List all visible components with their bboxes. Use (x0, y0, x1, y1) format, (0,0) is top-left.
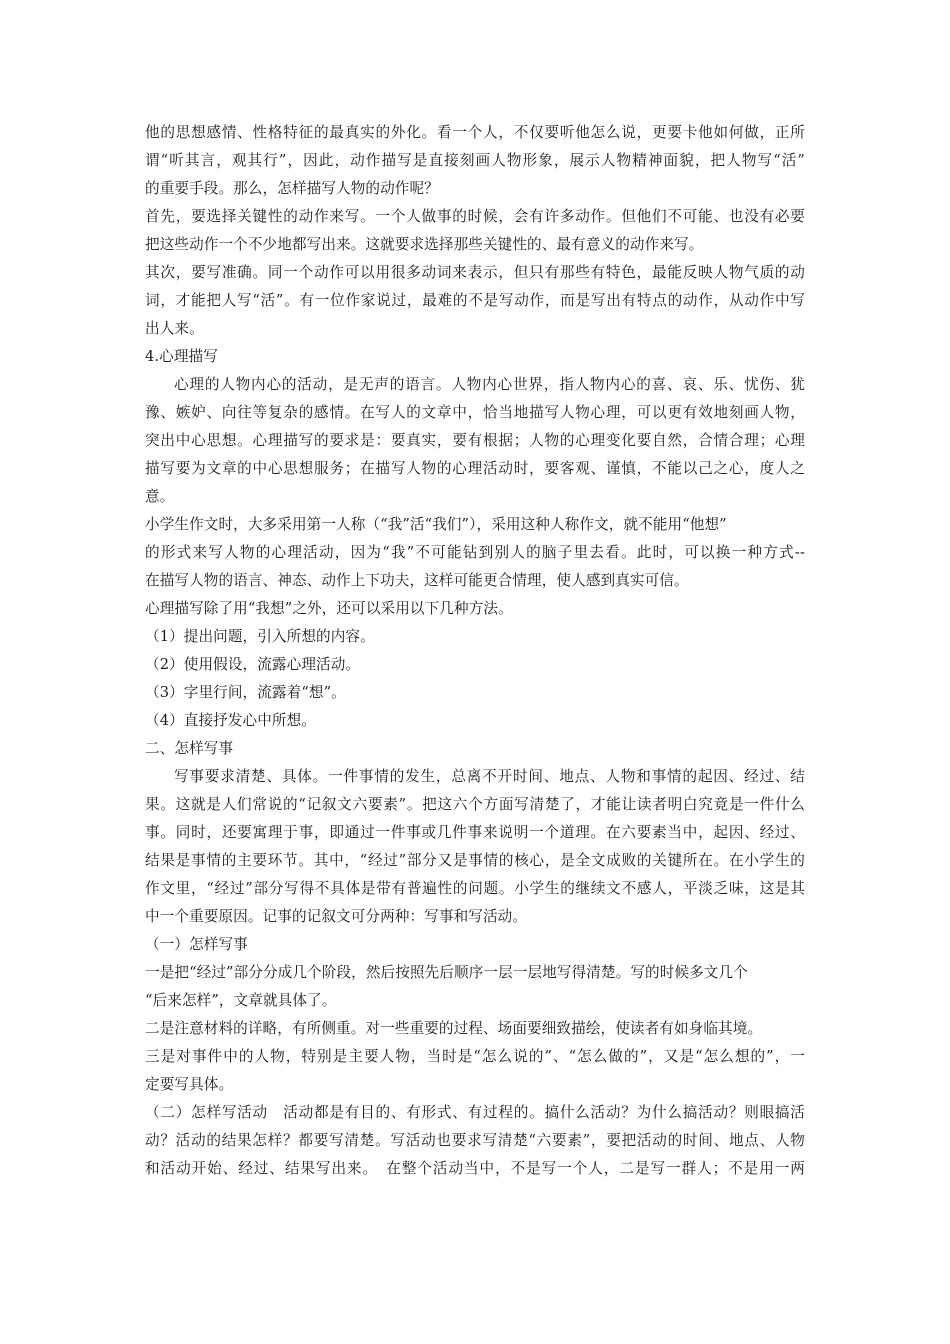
text-line: 4.心理描写 (145, 348, 218, 365)
text-line: 把这些动作一个不少地都写出来。这就要求选择那些关键性的、最有意义的动作来写。 (145, 236, 704, 253)
text-line: 首先，要选择关键性的动作来写。一个人做事的时候，会有许多动作。但他们不可能、也没有必要 (145, 208, 805, 225)
text-line: “后来怎样”，文章就具体了。 (145, 992, 337, 1009)
text-line: 二是注意材料的详略，有所侧重。对一些重要的过程、场面要细致描绘，使读者有如身临其境。 (145, 1020, 763, 1037)
text-line: 作文里，“经过”部分写得不具体是带有普遍性的问题。小学生的继续文不感人，平淡乏味，这是其 (145, 880, 805, 897)
text-line: 在描写人物的语言、神态、动作上下功夫，这样可能更合情理，使人感到真实可信。 (145, 572, 689, 589)
text-line: 三是对事件中的人物，特别是主要人物，当时是“怎么说的”、“怎么做的”，又是“怎么想的”，一 (145, 1048, 805, 1065)
text-line: 词，才能把人写“活”。有一位作家说过，最难的不是写动作，而是写出有特点的动作，从动作中写 (145, 292, 805, 309)
text-line: 中一个重要原因。记事的记叙文可分两种：写事和写活动。 (145, 908, 528, 925)
text-line: 定要写具体。 (145, 1076, 234, 1093)
text-line: 豫、嫉妒、向往等复杂的感情。在写人的文章中，恰当地描写人物心理，可以更有效地刻画人物， (145, 404, 805, 421)
text-line: 心理的人物内心的活动，是无声的语言。人物内心世界，指人物内心的喜、哀、乐、忧伤、犹 (174, 376, 805, 393)
text-line: （4）直接抒发心中所想。 (145, 712, 317, 729)
document-body (145, 119, 805, 1183)
text-line: 出人来。 (145, 320, 204, 337)
text-line: （3）字里行间，流露着“想”。 (145, 684, 346, 701)
text-line: 谓“听其言，观其行”，因此，动作描写是直接刻画人物形象，展示人物精神面貌，把人物写“活” (145, 152, 805, 169)
text-line: 他的思想感情、性格特征的最真实的外化。看一个人，不仅要听他怎么说，更要卡他如何做，正所 (145, 124, 805, 141)
text-line: 果。这就是人们常说的“记叙文六要素”。把这六个方面写清楚了，才能让读者明白究竟是一件什么 (145, 796, 805, 813)
text-line: 和活动开始、经过、结果写出来。 在整个活动当中，不是写一个人，二是写一群人；不是用一两 (145, 1160, 805, 1177)
text-line: （1）提出问题，引入所想的内容。 (145, 628, 375, 645)
text-line: 写事要求清楚、具体。一件事情的发生，总离不开时间、地点、人物和事情的起因、经过、结 (174, 768, 805, 785)
text-line: 一是把“经过”部分分成几个阶段，然后按照先后顺序一层一层地写得清楚。写的时候多文几个 (145, 964, 748, 981)
text-line: 动？活动的结果怎样？都要写清楚。写活动也要求写清楚“六要素”，要把活动的时间、地点、人物 (145, 1132, 805, 1149)
text-line: 其次，要写准确。同一个动作可以用很多动词来表示，但只有那些有特色，最能反映人物气质的动 (145, 264, 805, 281)
text-line: 突出中心思想。心理描写的要求是：要真实，要有根据；人物的心理变化要自然，合情合理；心理 (145, 432, 805, 449)
text-line: 事。同时，还要寓理于事，即通过一件事或几件事来说明一个道理。在六要素当中，起因、经过、 (145, 824, 805, 841)
text-line: （二）怎样写活动 活动都是有目的、有形式、有过程的。搞什么活动？为什么搞活动？则眼搞活 (145, 1104, 805, 1121)
text-line: 心理描写除了用“我想”之外，还可以采用以下几种方法。 (145, 600, 513, 617)
text-line: 的形式来写人物的心理活动，因为“我”不可能钻到别人的脑子里去看。此时，可以换一种方式-- (145, 544, 805, 561)
text-line: （2）使用假设，流露心理活动。 (145, 656, 361, 673)
text-line: 二、怎样写事 (145, 740, 234, 757)
text-line: 小学生作文时，大多采用第一人称（“我”活“我们”），采用这种人称作文，就不能用“他想” (145, 516, 727, 533)
text-line: （一）怎样写事 (145, 936, 248, 953)
text-line: 描写要为文章的中心思想服务；在描写人物的心理活动时，要客观、谨慎，不能以己之心，度人之 (145, 460, 805, 477)
text-line: 结果是事情的主要环节。其中，“经过”部分又是事情的核心，是全文成败的关键所在。在小学生的 (145, 852, 805, 869)
text-line: 的重要手段。那么，怎样描写人物的动作呢？ (145, 180, 439, 197)
text-line: 意。 (145, 488, 175, 505)
